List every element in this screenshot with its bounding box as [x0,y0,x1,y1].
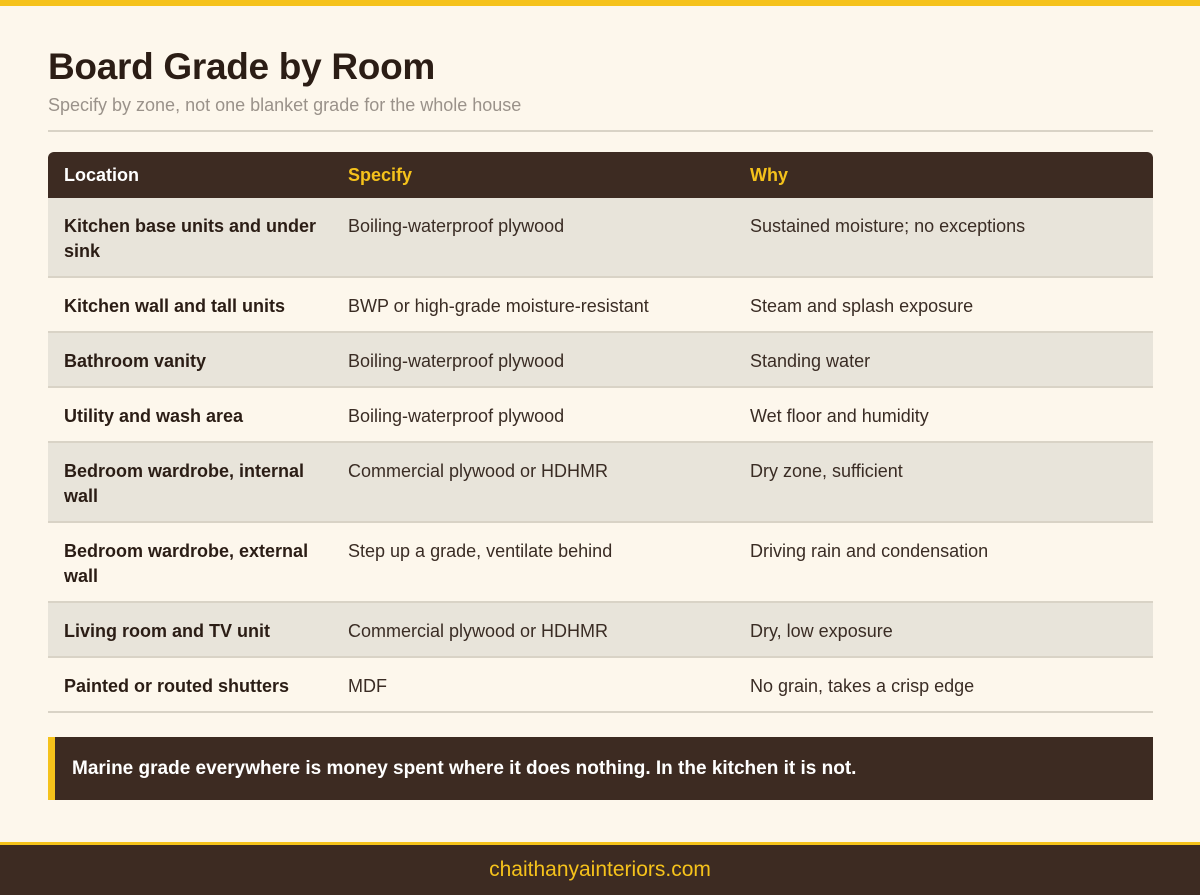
callout-text: Marine grade everywhere is money spent where it does nothing. In the kitchen it is not. [72,758,857,779]
column-header-why: Why [750,165,788,185]
top-accent-bar [0,0,1200,6]
why-cell: Standing water [750,351,871,371]
page-subtitle: Specify by zone, not one blanket grade for the whole house [48,95,522,115]
specify-cell: Boiling-waterproof plywood [348,406,565,426]
specify-cell: Step up a grade, ventilate behind [348,541,613,561]
table-row [48,658,1153,713]
footer [0,842,1200,895]
header-divider [48,130,1153,132]
why-cell: Steam and splash exposure [750,296,974,316]
footer-site-link[interactable]: chaithanyainteriors.com [489,858,711,881]
why-cell: Dry, low exposure [750,621,893,641]
specify-cell: BWP or high-grade moisture-resistant [348,296,649,316]
callout-box [48,737,1153,800]
column-header-location: Location [64,165,139,185]
table-row [48,198,1153,278]
why-cell: Dry zone, sufficient [750,461,903,481]
location-cell: Painted or routed shutters [64,676,290,696]
why-cell: Wet floor and humidity [750,406,929,426]
location-cell: Bedroom wardrobe, external wall [64,541,309,586]
location-cell: Kitchen wall and tall units [64,296,286,316]
table-header [48,152,1153,198]
specify-cell: MDF [348,676,387,696]
table-row [48,278,1153,333]
table-row [48,443,1153,523]
table-row [48,333,1153,388]
table-row [48,523,1153,603]
table-row [48,603,1153,658]
specify-cell: Commercial plywood or HDHMR [348,621,609,641]
location-cell: Utility and wash area [64,406,244,426]
table-row [48,388,1153,443]
why-cell: No grain, takes a crisp edge [750,676,975,696]
specify-cell: Boiling-waterproof plywood [348,216,565,236]
location-cell: Kitchen base units and under sink [64,216,317,261]
location-cell: Bathroom vanity [64,351,207,371]
column-header-specify: Specify [348,165,413,185]
specify-cell: Boiling-waterproof plywood [348,351,565,371]
board-grade-table [48,152,1153,713]
specify-cell: Commercial plywood or HDHMR [348,461,609,481]
location-cell: Bedroom wardrobe, internal wall [64,461,305,506]
page-title: Board Grade by Room [48,46,435,87]
location-cell: Living room and TV unit [64,621,270,641]
why-cell: Sustained moisture; no exceptions [750,216,1026,236]
why-cell: Driving rain and condensation [750,541,989,561]
